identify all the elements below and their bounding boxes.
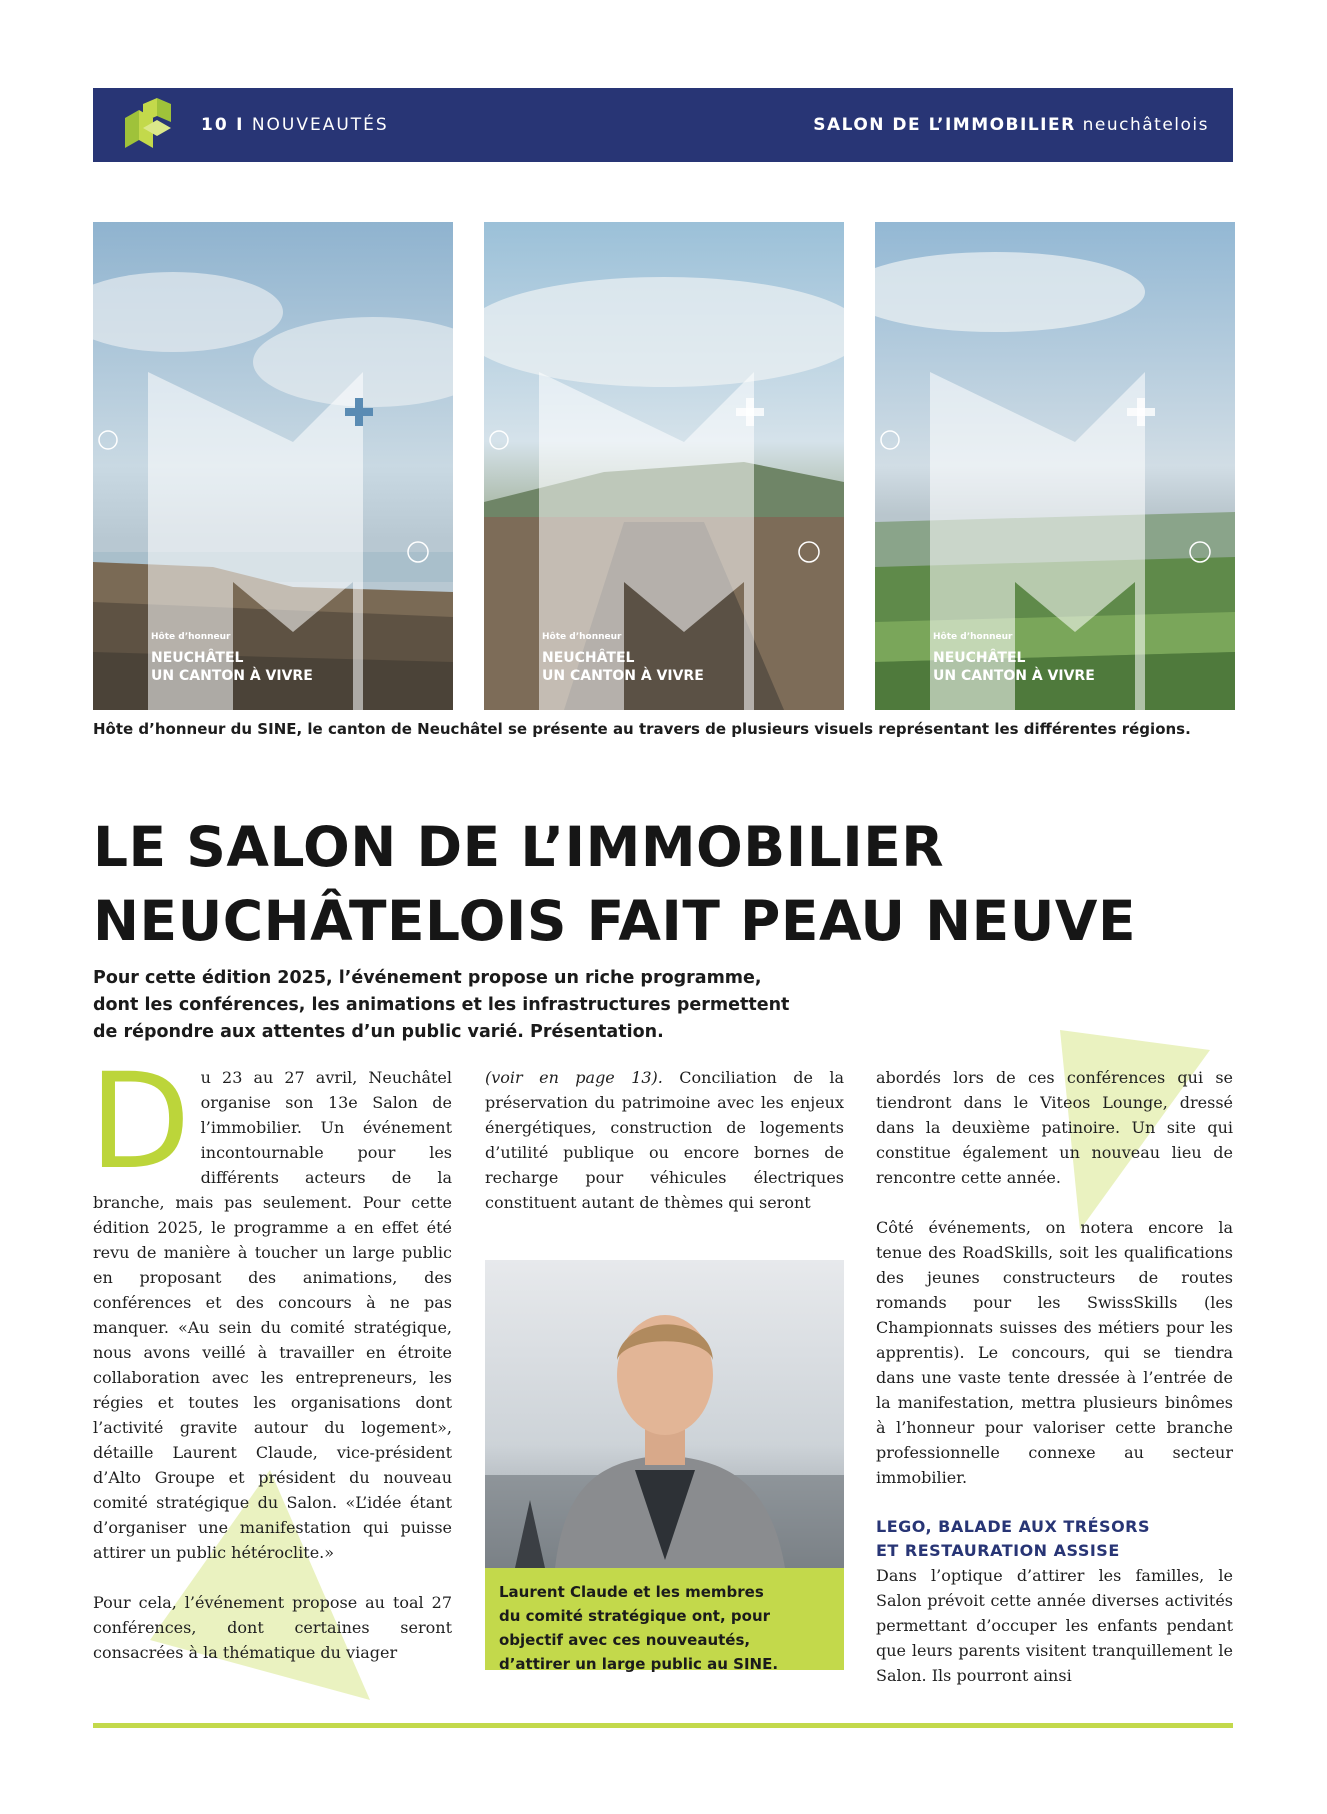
poster-subtitle: UN CANTON À VIVRE — [151, 668, 313, 684]
caption-line: Laurent Claude et les membres — [499, 1583, 764, 1601]
caption-line: du comité stratégique ont, pour — [499, 1607, 771, 1625]
article-column-3 — [876, 1065, 1233, 1713]
section-name: NOUVEAUTÉS — [251, 115, 389, 135]
article-column-2 — [485, 1065, 844, 1240]
drop-cap: D — [89, 1045, 191, 1199]
page-number: 10 — [201, 115, 229, 135]
big-m-icon — [93, 222, 453, 710]
portrait-image — [485, 1260, 844, 1568]
headline-line: NEUCHÂTELOIS FAIT PEAU NEUVE — [93, 889, 1137, 953]
paragraph: Dans l’optique d’attirer les familles, le Salon prévoit cette année diverses activités permettant d’occuper les enfants pendant que leurs parents visitent tranquillement le Salon. Ils pourront ainsi — [876, 1566, 1233, 1685]
portrait-caption — [485, 1568, 844, 1673]
poster-title: NEUCHÂTEL — [933, 650, 1026, 666]
page-separator: I — [236, 115, 245, 135]
poster-city — [93, 222, 453, 710]
paragraph: abordés lors de ces conférences qui se tiendront dans le Viteos Lounge, dressé dans la deuxième patinoire. Un site qui constitue également un nouveau lieu de rencontre cette année. — [876, 1068, 1233, 1187]
article-lead — [93, 965, 873, 1046]
subhead-line: LEGO, BALADE AUX TRÉSORS — [876, 1517, 1151, 1536]
lead-line: Pour cette édition 2025, l’événement propose un riche programme, — [93, 968, 762, 988]
page-label — [201, 115, 389, 135]
paragraph: Pour cela, l’événement propose au toal 27 conférences, dont certaines seront consacrées à la thématique du viager — [93, 1593, 452, 1662]
paragraph: Côté événements, on notera encore la tenue des RoadSkills, soit les qualifications des jeunes constructeurs de routes romands pour les SwissSkills (les Championnats suisses des métiers pour les apprentis). Le concours, qui se tiendra dans une vaste tente dressée à l’entrée de la manifestation, mettra plusieurs binômes à l’honneur pour valoriser cette branche professionnelle connexe au secteur immobilier. — [876, 1218, 1233, 1487]
caption-line: d’attirer un large public au SINE. — [499, 1655, 779, 1673]
portrait-photo — [485, 1260, 844, 1568]
paragraph: Conciliation de la préservation du patrimoine avec les enjeux énergétiques, construction de logements d’utilité publique ou encore bornes de recharge pour véhicules électriques constituent autant de thèmes qui seront — [485, 1068, 844, 1212]
poster-subtitle: UN CANTON À VIVRE — [542, 668, 704, 684]
poster-town — [484, 222, 844, 710]
footer-rule — [93, 1723, 1233, 1728]
big-m-icon — [875, 222, 1235, 710]
poster-title: NEUCHÂTEL — [151, 650, 244, 666]
poster-title: NEUCHÂTEL — [542, 650, 635, 666]
sine-logo-icon — [121, 98, 175, 152]
poster-subtitle: UN CANTON À VIVRE — [933, 668, 1095, 684]
lead-line: dont les conférences, les animations et les infrastructures permettent — [93, 995, 790, 1015]
magazine-title — [813, 115, 1209, 135]
poster-countryside — [875, 222, 1235, 710]
header-band — [93, 88, 1233, 162]
article-headline — [93, 810, 1243, 958]
poster-tag: Hôte d’honneur — [542, 632, 622, 642]
magazine-title-bold: SALON DE L’IMMOBILIER — [813, 115, 1076, 135]
poster-tag: Hôte d’honneur — [933, 632, 1013, 642]
article-subhead — [876, 1515, 1233, 1563]
poster-tag: Hôte d’honneur — [151, 632, 231, 642]
headline-line: LE SALON DE L’IMMOBILIER — [93, 815, 945, 879]
page-reference: (voir en page 13). — [485, 1068, 663, 1087]
lead-line: de répondre aux attentes d’un public varié. Présentation. — [93, 1022, 664, 1042]
paragraph: u 23 au 27 avril, Neuchâtel organise son 13e Salon de l’immobilier. Un événement incontournable pour les différents acteurs de la branche, mais pas seulement. Pour cette édition 2025, le programme a en effet été revu de manière à toucher un large public en proposant des animations, des conférences et des concours à ne pas manquer. «Au sein du comité stratégique, nous avons veillé à travailler en étroite collaboration avec les entrepreneurs, les régies et toutes les organisations dont l’activité gravite autour du logement», détaille Laurent Claude, vice-président d’Alto Groupe et président du nouveau comité stratégique du Salon. «L’idée étant d’organiser une manifestation qui puisse attirer un public hétéroclite.» — [93, 1068, 452, 1562]
subhead-line: ET RESTAURATION ASSISE — [876, 1541, 1120, 1560]
posters-caption: Hôte d’honneur du SINE, le canton de Neuchâtel se présente au travers de plusieurs visuels représentant les différentes régions. — [93, 720, 1191, 738]
caption-line: objectif avec ces nouveautés, — [499, 1631, 751, 1649]
big-m-icon — [484, 222, 844, 710]
article-column-1 — [89, 1045, 452, 1690]
magazine-title-light: neuchâtelois — [1082, 115, 1209, 135]
